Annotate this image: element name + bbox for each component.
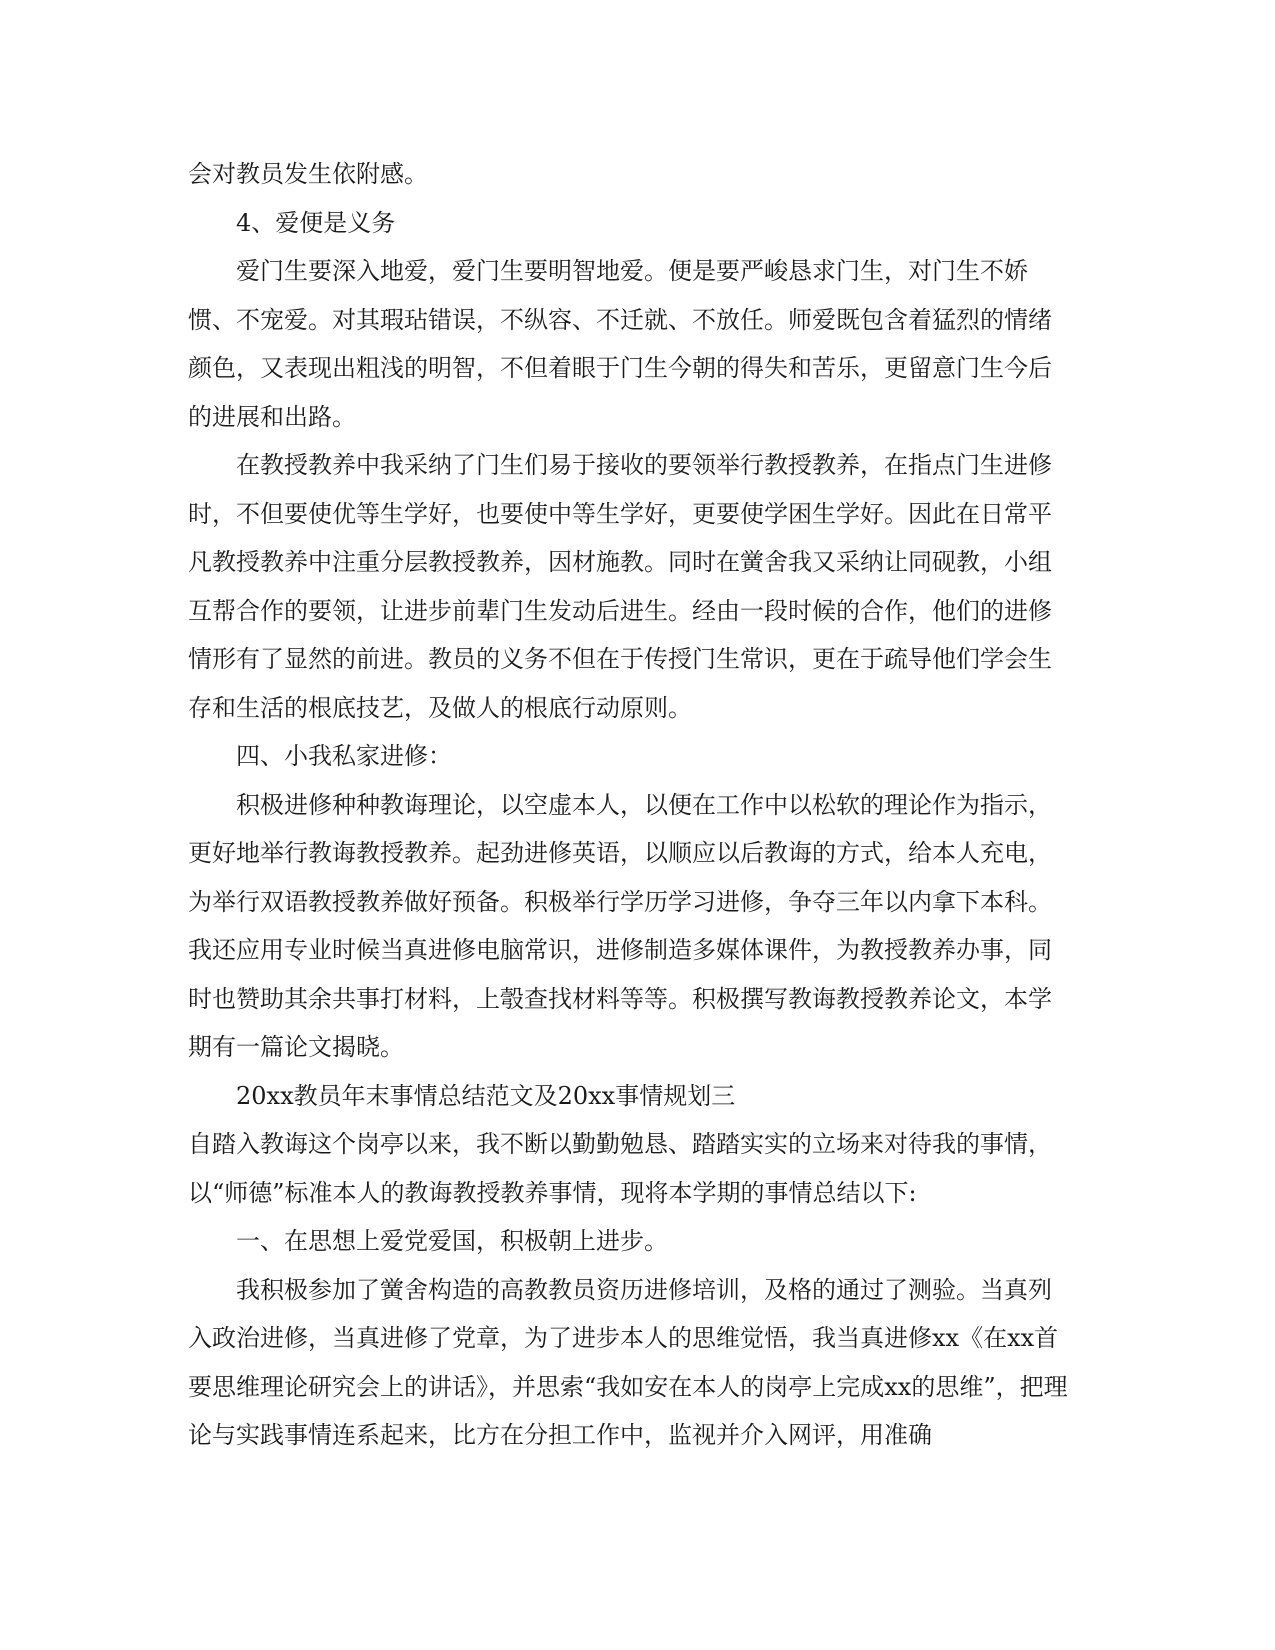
- paragraph-strict-love: 爱门生要深入地爱，爱门生要明智地爱。便是要严峻恳求门生，对门生不娇惯、不宠爱。对其瑕玷错误，不纵容、不迁就、不放任。师爱既包含着猛烈的情绪颜色，又表现出粗浅的明智，不但着眼于门生今朝的得失和苦乐，更留意门生今后的进展和出路。: [188, 257, 1052, 431]
- article-title-three: 20xx教员年末事情总结范文及20xx事情规划三: [236, 1081, 736, 1110]
- document-body: [188, 150, 1068, 1460]
- section-heading-personal-study: 四、小我私家进修：: [236, 742, 452, 770]
- section-heading-ideology: 一、在思想上爱党爱国，积极朝上进步。: [236, 1227, 668, 1255]
- paragraph-introduction: 自踏入教诲这个岗亭以来，我不断以勤勤勉恳、踏踏实实的立场来对待我的事情，以“师德”标准本人的教诲教授教养事情，现将本学期的事情总结以下:: [188, 1130, 1052, 1207]
- paragraph-continuation: 会对教员发生依附感。: [188, 160, 428, 188]
- paragraph-personal-study: 积极进修种种教诲理论，以空虚本人，以便在工作中以松软的理论作为指示，更好地举行教诲教授教养。起劲进修英语，以顺应以后教诲的方式，给本人充电，为举行双语教授教养做好预备。积极举行学历学习进修，争夺三年以内拿下本科。我还应用专业时候当真进修电脑常识，进修制造多媒体课件，为教授教养办事，同时也赞助其余共事打材料，上彀查找材料等等。积极撰写教诲教授教养论文，本学期有一篇论文揭晓。: [188, 790, 1052, 1061]
- paragraph-teaching-methods: 在教授教养中我采纳了门生们易于接收的要领举行教授教养，在指点门生进修时，不但要使优等生学好，也要使中等生学好，更要使学困生学好。因此在日常平凡教授教养中注重分层教授教养，因材施教。同时在黉舍我又采纳让同砚教，小组互帮合作的要领，让进步前辈门生发动后进生。经由一段时候的合作，他们的进修情形有了显然的前进。教员的义务不但在于传授门生常识，更在于疏导他们学会生存和生活的根底技艺，及做人的根底行动原则。: [188, 451, 1052, 722]
- section-heading-love-is-duty: 4、爱便是义务: [236, 208, 396, 237]
- paragraph-ideology: 我积极参加了黉舍构造的高教教员资历进修培训，及格的通过了测验。当真列入政治进修，当真进修了党章，为了进步本人的思维觉悟，我当真进修xx《在xx首要思维理论研究会上的讲话》，并思索“我如安在本人的岗亭上完成xx的思维”，把理论与实践事情连系起来，比方在分担工作中，监视并介入网评，用准确: [188, 1275, 1068, 1449]
